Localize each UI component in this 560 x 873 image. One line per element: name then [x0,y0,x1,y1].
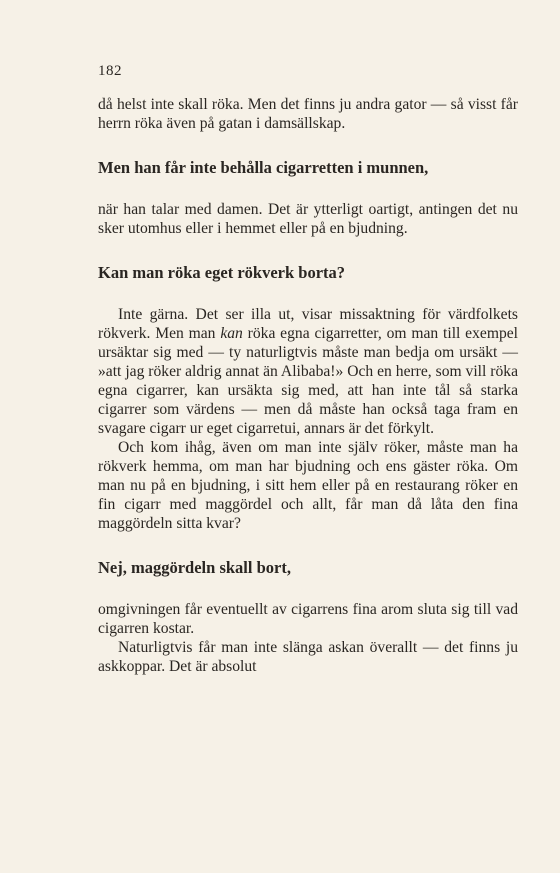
spacer [98,133,518,158]
spacer [98,533,518,558]
spacer [98,578,518,600]
spacer [98,283,518,305]
paragraph-3-part-2: röka egna cigarretter, om man till exempel ursäktar sig med — ty naturligtvis måste man bedja om ursäkt — »att jag röker aldrig annat än Alibaba!» Och en herre, som vill röka egna cigarrer, kan ursäkta sig med, att han inte tål så starka cigarrer som värdens — men då måste han också taga fram en svagare cigarr ur eget cigarretui, annars är det förkylt. [98,325,519,437]
section-heading-1: Men han får inte behålla cigarretten i munnen, [98,158,429,177]
paragraph-3-emphasis: kan [220,325,243,342]
paragraph-3 [98,305,518,438]
page-number: 182 [98,63,122,79]
paragraph-4: Och kom ihåg, även om man inte själv röker, måste man ha rökverk hemma, om man har bjudning och ens gäster röka. Om man nu på en bjudning, i sitt hem eller på en restaurang röker en fin cigarr med maggördel och allt, får man då låta den fina maggördeln sitta kvar? [98,439,518,532]
spacer [98,238,518,263]
section-heading-3: Nej, maggördeln skall bort, [98,558,291,577]
paragraph-3-part-1: Inte gärna. Det ser illa ut, visar missaktning för värdfolkets rökverk. Men man [98,306,518,342]
section-heading-2: Kan man röka eget rökverk borta? [98,263,346,282]
paragraph-6: Naturligtvis får man inte slänga askan överallt — det finns ju askkoppar. Det är absolut [98,639,518,675]
spacer [98,178,518,200]
paragraph-5: omgivningen får eventuellt av cigarrens fina arom sluta sig till vad cigarren kostar. [98,601,518,637]
paragraph-2: när han talar med damen. Det är ytterligt oartigt, antingen det nu sker utomhus eller i hemmet eller på en bjudning. [98,201,518,237]
page-content [98,62,518,676]
paragraph-1: då helst inte skall röka. Men det finns ju andra gator — så visst får herrn röka även på gatan i damsällskap. [98,96,518,132]
